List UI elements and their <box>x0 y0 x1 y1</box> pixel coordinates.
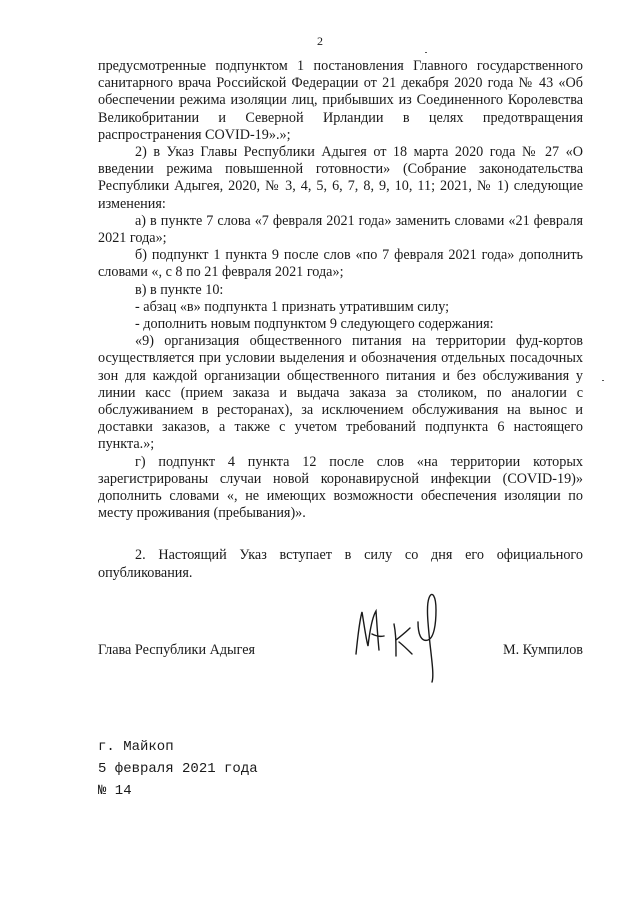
scan-dot <box>425 52 427 53</box>
date-line: 5 февраля 2021 года <box>98 761 258 777</box>
paragraph-continuation: предусмотренные подпунктом 1 постановления Главного государственного санитарного врача Российской Федерации от 21 декабря 2020 года № 43 «Об обеспечении режима изоляции лиц, прибывших из Соединенного Королевства Великобритании и Северной Ирландии в целях предотвращения распространения COVID-19».»; <box>98 58 583 143</box>
scan-dot <box>602 380 604 381</box>
signer-title: Глава Республики Адыгея <box>98 642 256 658</box>
paragraph-item-g: г) подпункт 4 пункта 12 после слов «на территории которых зарегистрированы случаи новой коронавирусной инфекции (COVID-19)» дополнить словами «, не имеющих возможности обеспечения изоляции по месту проживания (пребывания)». <box>98 453 583 522</box>
paragraph-subitem-9: «9) организация общественного питания на территории фуд-кортов осуществляется при условии выделения и обозначения отдельных посадочных зон для каждой организации общественного питания и без обслуживания у линии касс (прием заказа и выдача заказа за столиком, по аналогии с обслуживанием в ресторанах), за исключением обслуживания на вынос и доставки заказов, а также с учетом требований подпункта 6 настоящего пункта.»; <box>98 333 583 453</box>
paragraph-dash-2: - дополнить новым подпунктом 9 следующего содержания: <box>135 316 494 333</box>
paragraph-item-b: б) подпункт 1 пункта 9 после слов «по 7 февраля 2021 года» дополнить словами «, с 8 по 21 февраля 2021 года»; <box>98 247 583 281</box>
paragraph-item-v: в) в пункте 10: <box>135 281 224 298</box>
page-number: 2 <box>317 34 323 48</box>
paragraph-item-2: 2) в Указ Главы Республики Адыгея от 18 марта 2020 года № 27 «О введении режима повышенной готовности» (Собрание законодательства Республики Адыгея, 2020, № 3, 4, 5, 6, 7, 8, 9, 10, 11; 2021, № 1) следующие изменения: <box>98 144 583 212</box>
paragraph-item-a: а) в пункте 7 слова «7 февраля 2021 года» заменить словами «21 февраля 2021 года»; <box>98 212 583 247</box>
handwritten-signature <box>346 584 466 684</box>
signer-name: М. Кумпилов <box>502 642 583 658</box>
decree-number: № 14 <box>98 783 132 799</box>
paragraph-dash-1: - абзац «в» подпункта 1 признать утратившим силу; <box>135 298 450 315</box>
document-body <box>98 58 583 582</box>
city-line: г. Майкоп <box>98 739 174 755</box>
paragraph-effective: 2. Настоящий Указ вступает в силу со дня его официального опубликования. <box>98 547 583 581</box>
place-date-block <box>98 736 258 802</box>
